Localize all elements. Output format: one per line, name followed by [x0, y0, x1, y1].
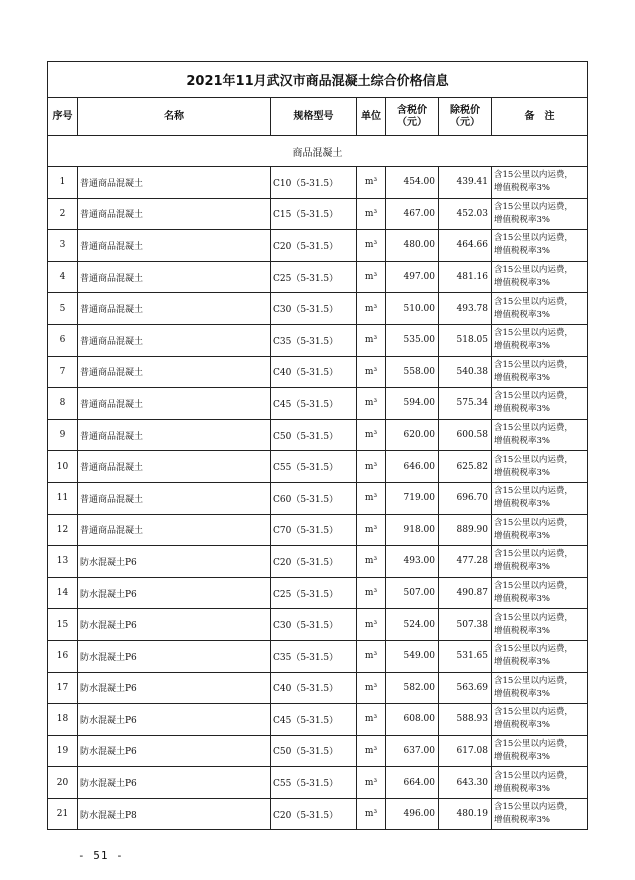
row-name: 普通商品混凝土: [78, 451, 271, 483]
row-remark-line: 含15公里以内运费，: [494, 265, 573, 276]
row-remark-line: 含15公里以内运费，: [494, 738, 573, 749]
row-unit: m³: [357, 419, 386, 451]
row-tax-excl: 617.08: [439, 735, 492, 767]
row-remark-line: 含15公里以内运费，: [494, 170, 573, 181]
row-tax-incl: 454.00: [386, 167, 439, 199]
header-unit: 单位: [357, 98, 386, 136]
row-unit: m³: [357, 767, 386, 799]
row-index: 8: [48, 388, 78, 420]
row-remark-line: 增值税税率3%: [494, 688, 550, 699]
row-remark-line: 增值税税率3%: [494, 467, 550, 478]
row-remark-line: 增值税税率3%: [494, 751, 550, 762]
row-name: 防水混凝土P6: [78, 640, 271, 672]
row-remark-line: 增值税税率3%: [494, 783, 550, 794]
row-index: 20: [48, 767, 78, 799]
table-row: [48, 324, 588, 356]
row-name: 普通商品混凝土: [78, 356, 271, 388]
row-remark-line: 含15公里以内运费，: [494, 675, 573, 686]
row-tax-excl: 518.05: [439, 324, 492, 356]
row-index: 1: [48, 167, 78, 199]
header-tax-incl: [386, 98, 439, 136]
row-remark: [492, 767, 588, 799]
row-tax-excl: 563.69: [439, 672, 492, 704]
row-unit: m³: [357, 798, 386, 830]
row-remark-line: 含15公里以内运费，: [494, 707, 573, 718]
row-remark: [492, 167, 588, 199]
row-remark: [492, 609, 588, 641]
table-row: [48, 451, 588, 483]
row-tax-excl: 643.30: [439, 767, 492, 799]
page-number: - 51 -: [78, 849, 124, 862]
row-index: 10: [48, 451, 78, 483]
row-name: 防水混凝土P6: [78, 672, 271, 704]
row-name: 普通商品混凝土: [78, 261, 271, 293]
row-index: 13: [48, 546, 78, 578]
row-spec: C40（5-31.5）: [271, 356, 357, 388]
row-name: 普通商品混凝土: [78, 388, 271, 420]
row-remark: [492, 640, 588, 672]
row-tax-excl: 531.65: [439, 640, 492, 672]
row-unit: m³: [357, 514, 386, 546]
row-remark: [492, 704, 588, 736]
row-remark: [492, 451, 588, 483]
row-unit: m³: [357, 230, 386, 262]
table-row: [48, 577, 588, 609]
row-unit: m³: [357, 261, 386, 293]
row-tax-excl: 540.38: [439, 356, 492, 388]
row-unit: m³: [357, 293, 386, 325]
row-name: 普通商品混凝土: [78, 293, 271, 325]
row-remark-line: 含15公里以内运费，: [494, 549, 573, 560]
row-remark-line: 含15公里以内运费，: [494, 233, 573, 244]
table-row: [48, 419, 588, 451]
table-row: [48, 546, 588, 578]
row-remark-line: 含15公里以内运费，: [494, 517, 573, 528]
row-unit: m³: [357, 735, 386, 767]
table-row: [48, 230, 588, 262]
header-tax-incl-line2: （元）: [397, 116, 427, 128]
row-unit: m³: [357, 356, 386, 388]
row-tax-incl: 480.00: [386, 230, 439, 262]
row-name: 普通商品混凝土: [78, 419, 271, 451]
row-tax-excl: 575.34: [439, 388, 492, 420]
row-remark: [492, 419, 588, 451]
row-remark-line: 增值税税率3%: [494, 246, 550, 257]
row-name: 防水混凝土P6: [78, 767, 271, 799]
row-unit: m³: [357, 704, 386, 736]
row-tax-incl: 496.00: [386, 798, 439, 830]
row-tax-excl: 480.19: [439, 798, 492, 830]
row-index: 16: [48, 640, 78, 672]
row-remark-line: 含15公里以内运费，: [494, 454, 573, 465]
header-tax-incl-line1: 含税价: [397, 104, 427, 116]
row-spec: C50（5-31.5）: [271, 735, 357, 767]
row-tax-incl: 549.00: [386, 640, 439, 672]
row-index: 7: [48, 356, 78, 388]
row-remark: [492, 230, 588, 262]
row-remark-line: 增值税税率3%: [494, 562, 550, 573]
row-index: 14: [48, 577, 78, 609]
row-unit: m³: [357, 577, 386, 609]
row-remark: [492, 546, 588, 578]
row-remark: [492, 324, 588, 356]
row-remark-line: 增值税税率3%: [494, 341, 550, 352]
row-tax-incl: 719.00: [386, 482, 439, 514]
header-index: 序号: [48, 98, 78, 136]
row-remark-line: 增值税税率3%: [494, 436, 550, 447]
row-remark-line: 含15公里以内运费，: [494, 612, 573, 623]
row-unit: m³: [357, 167, 386, 199]
row-tax-excl: 452.03: [439, 198, 492, 230]
row-tax-incl: 510.00: [386, 293, 439, 325]
row-remark-line: 增值税税率3%: [494, 309, 550, 320]
row-remark-line: 含15公里以内运费，: [494, 296, 573, 307]
row-remark-line: 增值税税率3%: [494, 214, 550, 225]
row-name: 防水混凝土P6: [78, 735, 271, 767]
row-remark: [492, 293, 588, 325]
row-remark-line: 增值税税率3%: [494, 372, 550, 383]
row-unit: m³: [357, 451, 386, 483]
table-row: [48, 198, 588, 230]
row-spec: C35（5-31.5）: [271, 640, 357, 672]
row-tax-incl: 582.00: [386, 672, 439, 704]
row-remark-line: 含15公里以内运费，: [494, 770, 573, 781]
row-tax-excl: 439.41: [439, 167, 492, 199]
table-row: [48, 514, 588, 546]
row-unit: m³: [357, 388, 386, 420]
table-row: [48, 293, 588, 325]
row-tax-incl: 620.00: [386, 419, 439, 451]
row-remark: [492, 577, 588, 609]
row-spec: C70（5-31.5）: [271, 514, 357, 546]
row-index: 18: [48, 704, 78, 736]
row-remark-line: 含15公里以内运费，: [494, 644, 573, 655]
row-index: 6: [48, 324, 78, 356]
row-tax-excl: 889.90: [439, 514, 492, 546]
row-name: 普通商品混凝土: [78, 230, 271, 262]
row-remark-line: 增值税税率3%: [494, 815, 550, 826]
row-remark-line: 增值税税率3%: [494, 625, 550, 636]
row-tax-excl: 493.78: [439, 293, 492, 325]
table-row: [48, 735, 588, 767]
row-name: 普通商品混凝土: [78, 324, 271, 356]
row-index: 12: [48, 514, 78, 546]
header-row: [48, 98, 588, 136]
row-name: 普通商品混凝土: [78, 514, 271, 546]
row-spec: C30（5-31.5）: [271, 609, 357, 641]
section-label: 商品混凝土: [48, 136, 588, 167]
row-unit: m³: [357, 198, 386, 230]
row-remark-line: 含15公里以内运费，: [494, 328, 573, 339]
row-remark-line: 增值税税率3%: [494, 183, 550, 194]
table-row: [48, 609, 588, 641]
row-unit: m³: [357, 546, 386, 578]
row-remark-line: 增值税税率3%: [494, 530, 550, 541]
row-remark-line: 增值税税率3%: [494, 278, 550, 289]
row-name: 防水混凝土P6: [78, 704, 271, 736]
row-tax-excl: 464.66: [439, 230, 492, 262]
row-index: 17: [48, 672, 78, 704]
row-tax-incl: 646.00: [386, 451, 439, 483]
row-remark-line: 含15公里以内运费，: [494, 802, 573, 813]
row-remark: [492, 672, 588, 704]
row-tax-incl: 497.00: [386, 261, 439, 293]
header-remark: 备 注: [492, 98, 588, 136]
row-remark: [492, 798, 588, 830]
row-tax-excl: 588.93: [439, 704, 492, 736]
row-spec: C40（5-31.5）: [271, 672, 357, 704]
table-row: [48, 167, 588, 199]
row-remark: [492, 388, 588, 420]
row-spec: C20（5-31.5）: [271, 230, 357, 262]
row-index: 5: [48, 293, 78, 325]
row-tax-excl: 481.16: [439, 261, 492, 293]
row-tax-excl: 507.38: [439, 609, 492, 641]
row-unit: m³: [357, 482, 386, 514]
row-tax-excl: 625.82: [439, 451, 492, 483]
row-remark-line: 增值税税率3%: [494, 720, 550, 731]
row-remark: [492, 482, 588, 514]
row-remark-line: 增值税税率3%: [494, 404, 550, 415]
row-spec: C30（5-31.5）: [271, 293, 357, 325]
row-spec: C55（5-31.5）: [271, 767, 357, 799]
row-tax-incl: 918.00: [386, 514, 439, 546]
header-spec: 规格型号: [271, 98, 357, 136]
table-row: [48, 261, 588, 293]
table-row: [48, 798, 588, 830]
row-tax-incl: 524.00: [386, 609, 439, 641]
row-spec: C25（5-31.5）: [271, 577, 357, 609]
row-tax-incl: 608.00: [386, 704, 439, 736]
row-spec: C60（5-31.5）: [271, 482, 357, 514]
table-title: 2021年11月武汉市商品混凝土综合价格信息: [48, 62, 588, 98]
table-row: [48, 767, 588, 799]
row-name: 防水混凝土P8: [78, 798, 271, 830]
row-remark-line: 增值税税率3%: [494, 499, 550, 510]
row-name: 普通商品混凝土: [78, 167, 271, 199]
table-row: [48, 640, 588, 672]
table-row: [48, 704, 588, 736]
row-tax-excl: 477.28: [439, 546, 492, 578]
row-spec: C15（5-31.5）: [271, 198, 357, 230]
row-unit: m³: [357, 640, 386, 672]
row-name: 防水混凝土P6: [78, 577, 271, 609]
price-table: [47, 61, 588, 830]
row-index: 19: [48, 735, 78, 767]
row-tax-incl: 594.00: [386, 388, 439, 420]
row-tax-excl: 696.70: [439, 482, 492, 514]
row-tax-excl: 600.58: [439, 419, 492, 451]
row-index: 2: [48, 198, 78, 230]
row-index: 11: [48, 482, 78, 514]
row-remark-line: 含15公里以内运费，: [494, 359, 573, 370]
header-tax-excl-line1: 除税价: [450, 104, 480, 116]
row-spec: C25（5-31.5）: [271, 261, 357, 293]
row-tax-incl: 493.00: [386, 546, 439, 578]
row-spec: C45（5-31.5）: [271, 704, 357, 736]
row-remark: [492, 735, 588, 767]
row-tax-incl: 535.00: [386, 324, 439, 356]
row-remark: [492, 356, 588, 388]
row-spec: C20（5-31.5）: [271, 546, 357, 578]
row-index: 3: [48, 230, 78, 262]
row-tax-incl: 507.00: [386, 577, 439, 609]
row-remark: [492, 514, 588, 546]
row-tax-incl: 664.00: [386, 767, 439, 799]
row-index: 4: [48, 261, 78, 293]
row-tax-incl: 467.00: [386, 198, 439, 230]
row-index: 21: [48, 798, 78, 830]
header-tax-excl-line2: （元）: [450, 116, 480, 128]
row-remark-line: 含15公里以内运费，: [494, 486, 573, 497]
row-spec: C35（5-31.5）: [271, 324, 357, 356]
row-spec: C50（5-31.5）: [271, 419, 357, 451]
row-spec: C20（5-31.5）: [271, 798, 357, 830]
row-name: 普通商品混凝土: [78, 198, 271, 230]
row-remark-line: 增值税税率3%: [494, 657, 550, 668]
row-tax-incl: 637.00: [386, 735, 439, 767]
header-tax-excl: [439, 98, 492, 136]
row-remark-line: 含15公里以内运费，: [494, 423, 573, 434]
row-name: 普通商品混凝土: [78, 482, 271, 514]
row-remark-line: 含15公里以内运费，: [494, 391, 573, 402]
row-remark-line: 含15公里以内运费，: [494, 581, 573, 592]
row-spec: C10（5-31.5）: [271, 167, 357, 199]
header-name: 名称: [78, 98, 271, 136]
row-remark-line: 含15公里以内运费，: [494, 201, 573, 212]
table-row: [48, 356, 588, 388]
row-index: 9: [48, 419, 78, 451]
row-remark: [492, 198, 588, 230]
row-unit: m³: [357, 672, 386, 704]
row-remark-line: 增值税税率3%: [494, 594, 550, 605]
table-body: [48, 136, 588, 830]
table-row: [48, 482, 588, 514]
row-name: 防水混凝土P6: [78, 546, 271, 578]
row-index: 15: [48, 609, 78, 641]
row-unit: m³: [357, 324, 386, 356]
row-spec: C45（5-31.5）: [271, 388, 357, 420]
row-tax-excl: 490.87: [439, 577, 492, 609]
table-row: [48, 672, 588, 704]
row-name: 防水混凝土P6: [78, 609, 271, 641]
table-row: [48, 388, 588, 420]
row-remark: [492, 261, 588, 293]
row-tax-incl: 558.00: [386, 356, 439, 388]
row-unit: m³: [357, 609, 386, 641]
row-spec: C55（5-31.5）: [271, 451, 357, 483]
